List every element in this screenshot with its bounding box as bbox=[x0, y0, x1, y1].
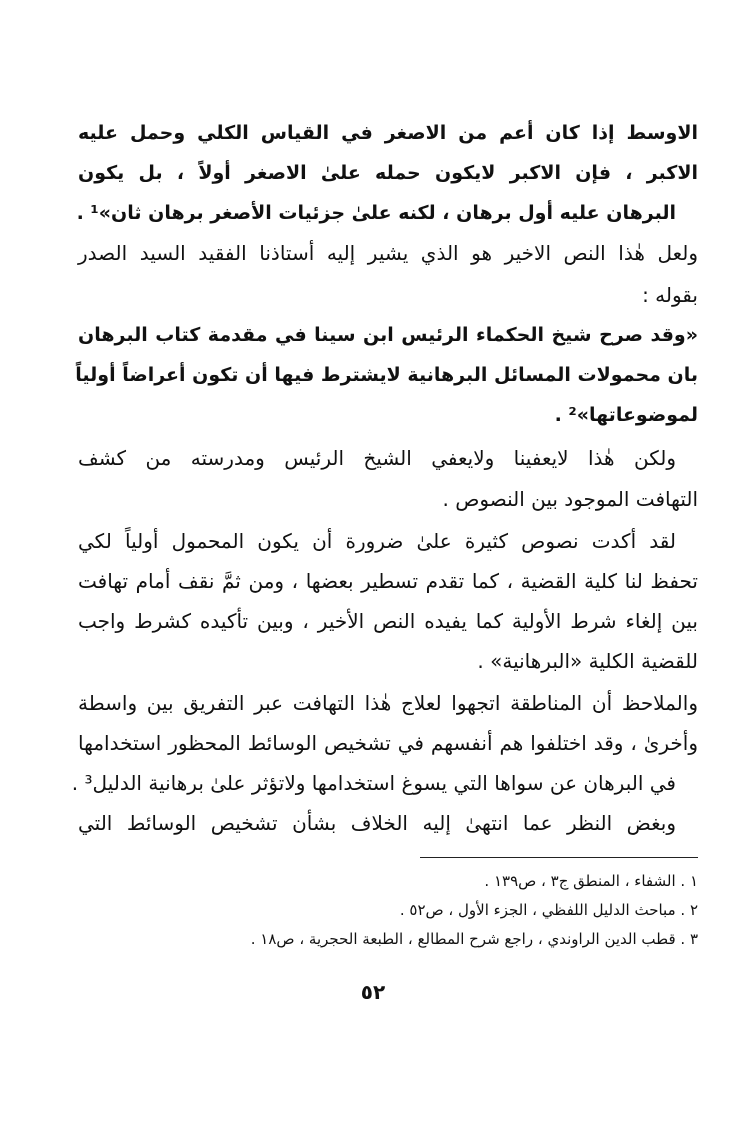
text-line: الاوسط إذا كان أعم من الاصغر في القياس الكلي وحمل عليه bbox=[78, 122, 698, 144]
text-line: للقضية الكلية «البرهانية» . bbox=[477, 649, 698, 673]
footnote-divider bbox=[420, 857, 698, 858]
quote-line: لموضوعاتها»² . bbox=[554, 404, 698, 426]
text-line: وأخرىٰ ، وقد اختلفوا هم أنفسهم في تشخيص الوسائط المحظور استخدامها bbox=[78, 731, 698, 755]
quote-line: «وقد صرح شيخ الحكماء الرئيس ابن سينا في مقدمة كتاب البرهان bbox=[78, 324, 698, 346]
text-line: ولكن هٰذا لايعفينا ولايعفي الشيخ الرئيس ومدرسته من كشف bbox=[78, 446, 676, 470]
text-line: التهافت الموجود بين النصوص . bbox=[442, 487, 698, 511]
text-line: وبغض النظر عما انتهىٰ إليه الخلاف بشأن تشخيص الوسائط التي bbox=[78, 811, 676, 835]
text-line: البرهان عليه أول برهان ، لكنه علىٰ جزئيات الأصغر برهان ثان»¹ . bbox=[76, 202, 676, 224]
text-line: تحفظ لنا كلية القضية ، كما تقدم تسطير بعضها ، ومن ثمَّ نقف أمام تهافت bbox=[78, 569, 698, 593]
page-number: ٥٢ bbox=[360, 980, 386, 1004]
text-line: لقد أكدت نصوص كثيرة علىٰ ضرورة أن يكون المحمول أولياً لكي bbox=[78, 529, 676, 553]
footnote: ٣ . قطب الدين الراوندي ، راجع شرح المطالع ، الطبعة الحجرية ، ص١٨ . bbox=[250, 930, 698, 948]
footnote: ١ . الشفاء ، المنطق ج٣ ، ص١٣٩ . bbox=[484, 872, 698, 890]
text-line: الاكبر ، فإن الاكبر لايكون حمله علىٰ الاصغر أولاً ، بل يكون bbox=[78, 162, 698, 184]
quote-line: بان محمولات المسائل البرهانية لايشترط فيها أن تكون أعراضاً أولياً bbox=[75, 364, 698, 386]
text-line: ولعل هٰذا النص الاخير هو الذي يشير إليه أستاذنا الفقيد السيد الصدر bbox=[78, 241, 698, 265]
text-line: بين إلغاء شرط الأولية كما يفيده النص الأخير ، وبين تأكيده كشرط واجب bbox=[78, 609, 698, 633]
text-line: بقوله : bbox=[642, 283, 698, 307]
text-line: في البرهان عن سواها التي يسوغ استخدامها ولاتؤثر علىٰ برهانية الدليل³ . bbox=[71, 771, 676, 795]
footnote: ٢ . مباحث الدليل اللفظي ، الجزء الأول ، ص٥٢ . bbox=[399, 901, 698, 919]
text-line: والملاحظ أن المناطقة اتجهوا لعلاج هٰذا التهافت عبر التفريق بين واسطة bbox=[78, 691, 698, 715]
